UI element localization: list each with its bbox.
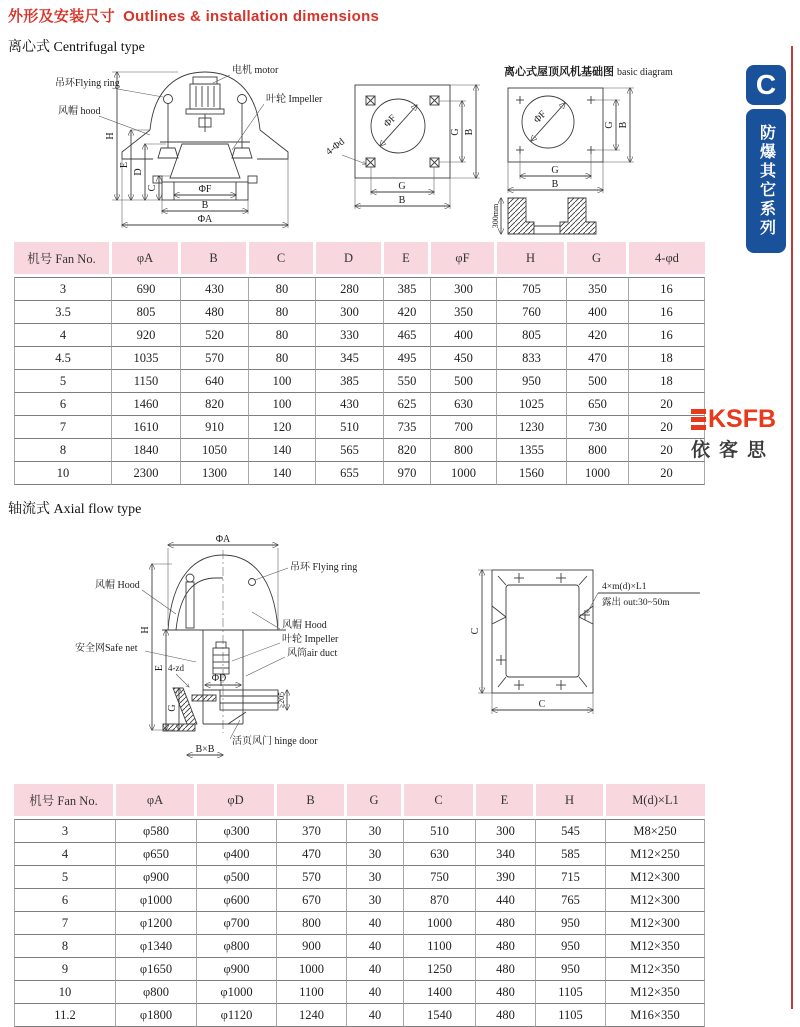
table-cell: 420 [384,301,431,324]
table-cell: 16 [629,277,705,301]
table-row [14,347,705,370]
table-cell: 510 [404,819,476,843]
table-cell: 1050 [181,439,249,462]
table-cell: φ400 [197,843,277,866]
table-cell: φ1000 [116,889,197,912]
centrifugal-dimensions-table [14,242,705,485]
table-cell: 670 [277,889,347,912]
table-cell: 480 [476,958,536,981]
centrifugal-plan-view-drawing [355,85,450,178]
dim-label-G: G [604,121,615,129]
section-title-axial-en: Axial flow type [53,502,142,517]
table-cell: 545 [536,819,606,843]
table-cell: 4 [14,324,112,347]
dim-label-phiF: ΦF [381,112,399,130]
table-cell: 833 [497,347,567,370]
table-cell: 280 [316,277,384,301]
table-row [14,1004,705,1027]
table-cell: 715 [536,866,606,889]
table-cell: 800 [431,439,497,462]
basic-diagram-title-zh: 离心式屋顶风机基础图 [504,66,614,78]
table-row [14,370,705,393]
table-cell: 20 [629,393,705,416]
table-row [14,935,705,958]
table-cell: 480 [476,935,536,958]
table-cell: M12×250 [606,843,705,866]
table-header-row [14,784,705,819]
axial-side-view-callouts [75,561,357,747]
column-header: H [497,242,567,277]
label-flying-ring: 吊环 Flying ring [290,562,358,573]
brand-logo [691,407,799,462]
table-row [14,439,705,462]
table-cell: 820 [384,439,431,462]
table-cell: 385 [384,277,431,301]
table-cell: 910 [181,416,249,439]
table-cell: 700 [431,416,497,439]
table-cell: 10 [14,462,112,485]
table-row [14,393,705,416]
dim-label-phiF: ΦF [531,108,549,126]
table-row [14,912,705,935]
dim-label-G: G [398,181,406,192]
table-cell: 40 [347,981,404,1004]
dim-label-G: G [551,165,559,176]
logo-brand-text: KSFB [708,405,777,433]
table-cell: 1400 [404,981,476,1004]
label-anchor-exposure: 露出 out:30~50m [602,598,670,608]
table-cell: φ600 [197,889,277,912]
table-cell: 370 [277,819,347,843]
table-cell: 1610 [112,416,181,439]
table-cell: M16×350 [606,1004,705,1027]
table-cell: φ1200 [116,912,197,935]
label-base-dim: B×B [195,744,215,755]
table-cell: 1300 [181,462,249,485]
table-row [14,324,705,347]
section-title-axial-zh: 轴流式 [8,502,50,517]
table-cell: 550 [384,370,431,393]
table-cell: 950 [536,912,606,935]
column-header: 4-φd [629,242,705,277]
table-cell: 80 [249,347,316,370]
table-cell: 400 [431,324,497,347]
dim-label-E: E [154,664,165,672]
side-tab-series-label [746,109,786,253]
table-cell: 1000 [277,958,347,981]
table-cell: 765 [536,889,606,912]
side-tab-series-text: 防爆其它系列 [757,124,775,238]
table-cell: 570 [277,866,347,889]
table-cell: 920 [112,324,181,347]
table-cell: 30 [347,866,404,889]
table-cell: 16 [629,301,705,324]
table-cell: 690 [112,277,181,301]
table-cell: M12×300 [606,889,705,912]
table-cell: 6 [14,889,116,912]
table-cell: 80 [249,277,316,301]
label-foundation-height: 300mm [491,203,500,229]
table-row [14,981,705,1004]
table-cell: 11.2 [14,1004,116,1027]
table-cell: 8 [14,935,116,958]
table-cell: 805 [112,301,181,324]
table-cell: 3.5 [14,301,112,324]
table-cell: φ1340 [116,935,197,958]
table-cell: 30 [347,889,404,912]
table-cell: 480 [476,981,536,1004]
table-row [14,958,705,981]
table-cell: 735 [384,416,431,439]
table-cell: 1035 [112,347,181,370]
column-header: M(d)×L1 [606,784,705,819]
table-cell: 345 [316,347,384,370]
table-row [14,416,705,439]
table-row [14,301,705,324]
label-min-height: ≥205 [277,691,286,709]
table-cell: 630 [431,393,497,416]
centrifugal-side-view-drawing [122,72,288,200]
table-cell: 18 [629,347,705,370]
column-header: E [476,784,536,819]
label-hood-side: 风帽 Hood [282,620,327,631]
table-cell: 1000 [431,462,497,485]
table-cell: 7 [14,912,116,935]
table-cell: 640 [181,370,249,393]
centrifugal-diagrams [0,52,745,242]
table-cell: 340 [476,843,536,866]
table-cell: 80 [249,324,316,347]
table-cell: 420 [567,324,629,347]
table-cell: M8×250 [606,819,705,843]
table-cell: 20 [629,416,705,439]
dim-label-phiD: ΦD [211,673,227,684]
dim-label-phiA: ΦA [215,534,231,545]
table-cell: 500 [567,370,629,393]
section-title-centrifugal-en: Centrifugal type [53,40,145,55]
table-cell: 18 [629,370,705,393]
table-cell: 1460 [112,393,181,416]
dim-label-phiF: ΦF [198,184,212,195]
label-flying-ring: 吊环Flying ring [55,78,120,89]
table-cell: φ1800 [116,1004,197,1027]
table-cell: 510 [316,416,384,439]
table-cell: 100 [249,393,316,416]
dim-label-B: B [464,128,475,136]
column-header: B [181,242,249,277]
table-cell: 520 [181,324,249,347]
table-cell: 480 [476,912,536,935]
dim-label-phiA: ΦA [197,214,213,225]
table-cell: 7 [14,416,112,439]
table-cell: 5 [14,866,116,889]
table-cell: φ1650 [116,958,197,981]
table-row [14,866,705,889]
page-title-en: Outlines & installation dimensions [123,8,380,25]
table-cell: 440 [476,889,536,912]
table-cell: 30 [347,843,404,866]
table-cell: 1000 [404,912,476,935]
axial-diagrams [0,518,745,780]
page-title-zh: 外形及安装尺寸 [8,8,116,25]
dim-label-G: G [450,128,461,136]
table-row [14,819,705,843]
table-cell: 470 [277,843,347,866]
table-cell: 430 [181,277,249,301]
centrifugal-basic-diagram [491,64,673,234]
table-cell: 655 [316,462,384,485]
page-edge-rule [791,46,793,1009]
table-cell: 400 [567,301,629,324]
table-cell: 480 [181,301,249,324]
column-header: G [567,242,629,277]
axial-foundation-plan [470,570,700,714]
table-cell: 625 [384,393,431,416]
table-cell: 1355 [497,439,567,462]
dim-label-C: C [538,699,546,710]
centrifugal-side-view-callouts [55,63,323,150]
table-cell: 1840 [112,439,181,462]
column-header: D [316,242,384,277]
table-cell: φ300 [197,819,277,843]
table-cell: φ580 [116,819,197,843]
column-header: C [404,784,476,819]
table-cell: 2300 [112,462,181,485]
table-cell: 80 [249,301,316,324]
axial-side-view-drawing [162,534,286,733]
column-header: φA [116,784,197,819]
label-anchor-spec: 4×m(d)×L1 [602,582,647,592]
label-hood-top: 风帽 Hood [95,580,140,591]
side-tab-section-letter: C [746,65,786,105]
table-cell: 300 [316,301,384,324]
table-cell: 1100 [404,935,476,958]
column-header: H [536,784,606,819]
table-cell: M12×300 [606,912,705,935]
table-cell: 950 [536,935,606,958]
table-cell: φ900 [197,958,277,981]
column-header: G [347,784,404,819]
section-title-centrifugal-zh: 离心式 [8,40,50,55]
table-cell: 1540 [404,1004,476,1027]
table-cell: 1105 [536,981,606,1004]
table-cell: 1560 [497,462,567,485]
table-cell: 1000 [567,462,629,485]
label-safe-net: 安全网Safe net [75,643,138,654]
table-cell: 5 [14,370,112,393]
table-cell: φ1000 [197,981,277,1004]
table-cell: 140 [249,439,316,462]
table-cell: 1230 [497,416,567,439]
column-header: φD [197,784,277,819]
table-cell: 800 [277,912,347,935]
table-cell: 630 [404,843,476,866]
table-cell: 20 [629,439,705,462]
column-header: 机号 Fan No. [14,784,116,819]
section-title-axial [8,498,141,518]
table-cell: 1105 [536,1004,606,1027]
table-cell: 350 [567,277,629,301]
table-cell: M12×300 [606,866,705,889]
table-cell: 1100 [277,981,347,1004]
dim-label-E: E [119,161,130,169]
column-header: E [384,242,431,277]
table-cell: φ800 [116,981,197,1004]
table-cell: 390 [476,866,536,889]
table-cell: 495 [384,347,431,370]
table-cell: 805 [497,324,567,347]
table-cell: 650 [567,393,629,416]
table-cell: 140 [249,462,316,485]
table-cell: 8 [14,439,112,462]
table-cell: φ800 [197,935,277,958]
dim-label-G: G [167,704,178,712]
table-cell: 1240 [277,1004,347,1027]
table-cell: 750 [404,866,476,889]
table-cell: 585 [536,843,606,866]
table-cell: 705 [497,277,567,301]
table-row [14,462,705,485]
label-bolt-holes: 4-Φd [323,136,347,158]
table-cell: 6 [14,393,112,416]
column-header: C [249,242,316,277]
table-cell: 430 [316,393,384,416]
centrifugal-plan-view-dimensions [324,85,480,209]
dim-label-B: B [398,195,406,206]
centrifugal-side-view-dimensions [105,72,288,228]
table-cell: 385 [316,370,384,393]
table-cell: 570 [181,347,249,370]
column-header: φA [112,242,181,277]
logo-brand-zh: 依客思 [691,440,776,461]
table-cell: 30 [347,819,404,843]
label-hood: 风帽 hood [58,106,101,117]
table-cell: 20 [629,462,705,485]
label-hinge-door: 活页风门 hinge door [232,736,318,747]
table-cell: 300 [476,819,536,843]
dim-label-C: C [470,627,481,635]
table-cell: M12×350 [606,958,705,981]
label-impeller: 叶轮 Impeller [282,634,339,645]
table-cell: 100 [249,370,316,393]
table-cell: 4.5 [14,347,112,370]
table-cell: 900 [277,935,347,958]
table-header-row [14,242,705,277]
basic-diagram-title-en: basic diagram [617,67,673,78]
table-cell: 450 [431,347,497,370]
table-cell: 1025 [497,393,567,416]
table-cell: 730 [567,416,629,439]
label-air-duct: 风筒air duct [287,648,338,659]
column-header: 机号 Fan No. [14,242,112,277]
axial-dimensions-table [14,784,705,1027]
table-cell: 480 [476,1004,536,1027]
table-cell: 800 [567,439,629,462]
table-cell: φ700 [197,912,277,935]
table-cell: 820 [181,393,249,416]
label-impeller: 叶轮 Impeller [266,94,323,105]
table-cell: 120 [249,416,316,439]
column-header: B [277,784,347,819]
dim-label-B: B [618,121,629,129]
dim-label-B: B [551,179,559,190]
label-motor: 电机 motor [232,65,279,76]
table-cell: 1150 [112,370,181,393]
table-cell: 950 [536,958,606,981]
table-cell: φ500 [197,866,277,889]
dim-label-B: B [201,200,209,211]
table-cell: M12×350 [606,981,705,1004]
table-cell: 9 [14,958,116,981]
table-cell: 870 [404,889,476,912]
dim-label-D: D [133,168,144,176]
table-cell: 500 [431,370,497,393]
table-cell: 40 [347,958,404,981]
table-cell: 16 [629,324,705,347]
column-header: φF [431,242,497,277]
table-row [14,889,705,912]
table-cell: 970 [384,462,431,485]
page-title [8,5,379,26]
table-cell: 760 [497,301,567,324]
table-cell: 40 [347,1004,404,1027]
table-cell: 330 [316,324,384,347]
dim-label-H: H [140,626,151,634]
table-cell: 950 [497,370,567,393]
table-cell: 350 [431,301,497,324]
table-row [14,277,705,301]
table-cell: 3 [14,277,112,301]
table-cell: φ1120 [197,1004,277,1027]
dim-label-H: H [105,132,116,140]
logo-ebars-icon [691,409,706,430]
table-cell: 40 [347,912,404,935]
dim-label-C: C [147,184,158,192]
table-cell: M12×350 [606,935,705,958]
table-cell: 1250 [404,958,476,981]
table-row [14,843,705,866]
table-cell: φ650 [116,843,197,866]
table-cell: 300 [431,277,497,301]
table-cell: 565 [316,439,384,462]
label-bolt-spec: 4-zd [168,663,184,673]
axial-side-view-dimensions [140,564,287,755]
table-cell: φ900 [116,866,197,889]
table-cell: 4 [14,843,116,866]
table-cell: 40 [347,935,404,958]
table-cell: 470 [567,347,629,370]
table-cell: 3 [14,819,116,843]
table-cell: 10 [14,981,116,1004]
table-cell: 465 [384,324,431,347]
